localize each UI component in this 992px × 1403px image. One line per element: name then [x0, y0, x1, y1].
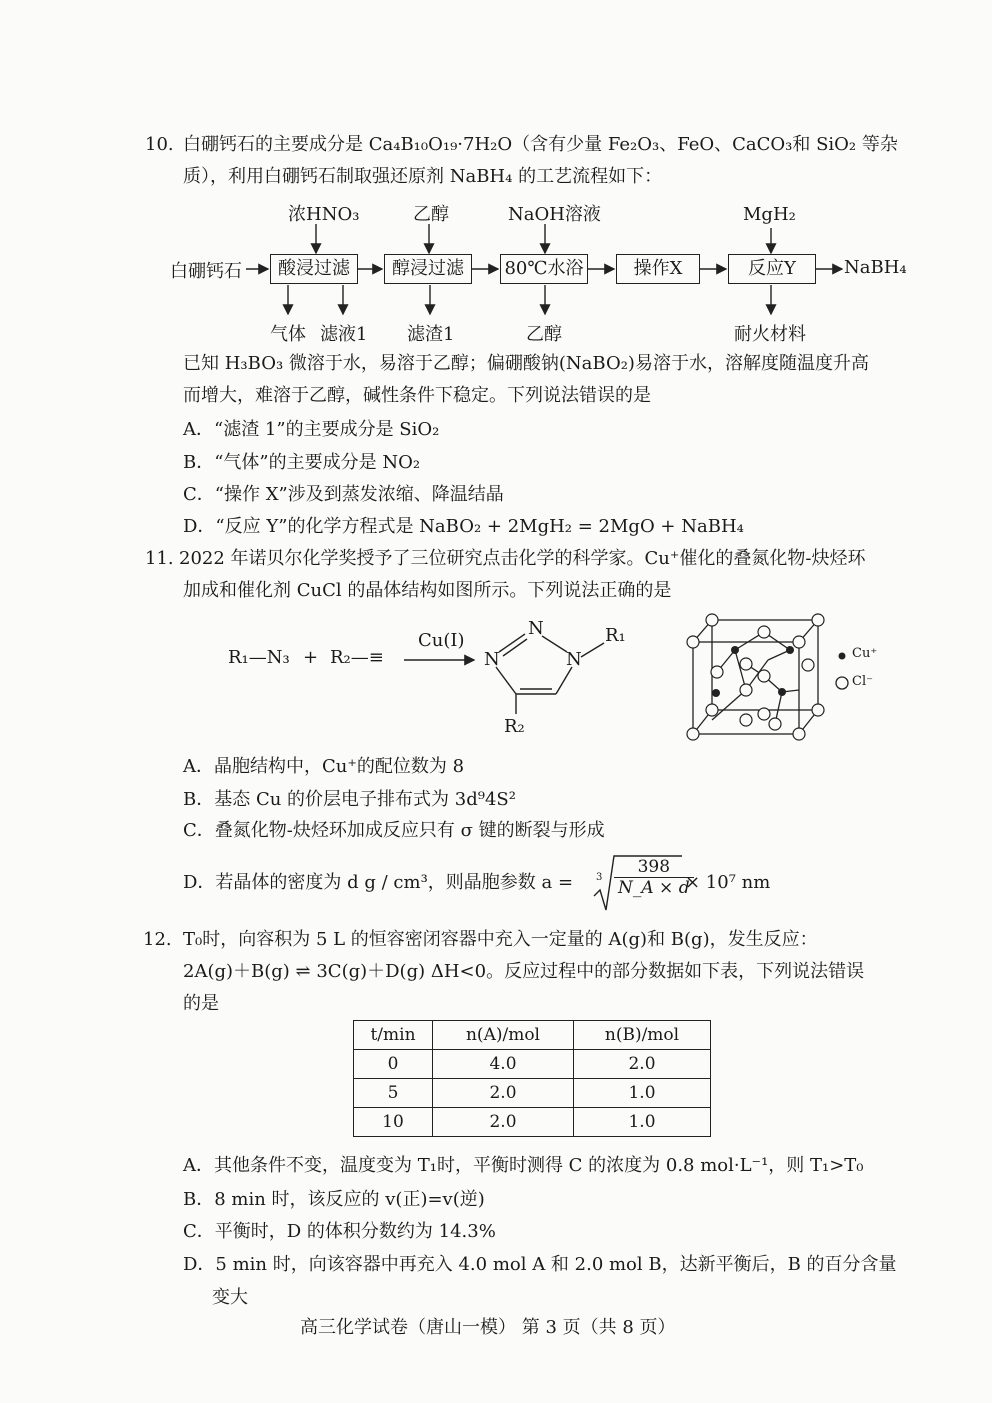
q10-stem-line2: 质），利用白硼钙石制取强还原剂 NaBH₄ 的工艺流程如下： [183, 166, 663, 187]
q10-option-b: B．“气体”的主要成分是 NO₂ [183, 452, 421, 473]
q12-option-a: A．其他条件不变，温度变为 T₁时，平衡时测得 C 的浓度为 0.8 mol·L⁻¹，则 T₁>T₀ [183, 1155, 864, 1176]
flow-box-water-bath: 80℃水浴 [500, 254, 588, 284]
q10-info-line2: 而增大，难溶于乙醇，碱性条件下稳定。下列说法错误的是 [183, 385, 651, 406]
q12-number: 12. [143, 929, 172, 950]
table-header-time: t/min [354, 1021, 433, 1050]
table-cell: 1.0 [574, 1079, 711, 1108]
table-row [354, 1050, 711, 1079]
q10-number: 10. [145, 134, 174, 155]
table-cell: 1.0 [574, 1108, 711, 1137]
triazole-n-right: N [566, 649, 582, 670]
q11-stem-line1: 2022 年诺贝尔化学奖授予了三位研究点击化学的科学家。Cu⁺催化的叠氮化物-炔烃环 [179, 548, 866, 569]
page-footer: 高三化学试卷（唐山一模） 第 3 页（共 8 页） [300, 1317, 676, 1338]
flow-output-residue1: 滤渣1 [407, 324, 455, 345]
table-cell: 4.0 [433, 1050, 574, 1079]
q11-option-a: A．晶胞结构中，Cu⁺的配位数为 8 [183, 756, 465, 777]
legend-cu-label: Cu⁺ [852, 646, 878, 661]
flow-box-acid-leach: 酸浸过滤 [270, 254, 358, 284]
q12-option-c: C．平衡时，D 的体积分数约为 14.3% [183, 1221, 496, 1242]
triazole-r2: R₂ [504, 716, 525, 737]
table-cell: 2.0 [574, 1050, 711, 1079]
table-row [354, 1079, 711, 1108]
flow-box-alcohol-leach: 醇浸过滤 [384, 254, 472, 284]
fraction-numerator: 398 [614, 857, 694, 878]
q11-stem-line2: 加成和催化剂 CuCl 的晶体结构如图所示。下列说法正确的是 [183, 580, 672, 601]
flow-output-ethanol: 乙醇 [526, 324, 562, 345]
table-header-nb: n(B)/mol [574, 1021, 711, 1050]
triazole-r1: R₁ [605, 625, 626, 646]
flow-input-ethanol: 乙醇 [413, 204, 449, 225]
q10-info-line1: 已知 H₃BO₃ 微溶于水，易溶于乙醇；偏硼酸钠(NaBO₂)易溶于水，溶解度随温度升高 [183, 353, 869, 374]
fraction-denominator: N_A × d [618, 878, 690, 898]
flow-output-gas: 气体 [270, 324, 306, 345]
flow-end: NaBH₄ [844, 257, 907, 278]
reaction-data-table [353, 1020, 711, 1137]
flow-box-reaction-y: 反应Y [728, 254, 816, 284]
table-cell: 2.0 [433, 1079, 574, 1108]
density-fraction [614, 857, 694, 898]
flow-input-mgh2: MgH₂ [743, 204, 796, 225]
q12-stem-line1: T₀时，向容积为 5 L 的恒容密闭容器中充入一定量的 A(g)和 B(g)，发生反应： [183, 929, 818, 950]
triazole-n-left: N [484, 649, 500, 670]
table-cell: 5 [354, 1079, 433, 1108]
cube-root-index: 3 [596, 872, 603, 883]
table-cell: 10 [354, 1108, 433, 1137]
legend-cl-label: Cl⁻ [852, 674, 873, 689]
table-cell: 2.0 [433, 1108, 574, 1137]
q11-option-d-text: D．若晶体的密度为 d g / cm³，则晶胞参数 a = [183, 872, 574, 893]
table-row [354, 1108, 711, 1137]
q11-option-d-unit: × 10⁷ nm [685, 872, 771, 893]
q12-option-d-line2: 变大 [212, 1287, 248, 1308]
flow-input-hno3: 浓HNO₃ [288, 204, 360, 225]
flow-box-operation-x: 操作X [616, 254, 700, 284]
q11-number: 11. [145, 548, 174, 569]
flow-output-filtrate1: 滤液1 [320, 324, 368, 345]
table-header-na: n(A)/mol [433, 1021, 574, 1050]
reactant-alkyne: R₂—≡ [330, 647, 384, 668]
table-cell: 0 [354, 1050, 433, 1079]
q12-option-b: B．8 min 时，该反应的 v(正)=v(逆) [183, 1189, 485, 1210]
q11-option-b: B．基态 Cu 的价层电子排布式为 3d⁹4S² [183, 789, 516, 810]
q12-option-d-line1: D．5 min 时，向该容器中再充入 4.0 mol A 和 2.0 mol B，达新平衡后，B 的百分含量 [183, 1254, 897, 1275]
flow-input-naoh: NaOH溶液 [508, 204, 601, 225]
catalyst-label: Cu(I) [418, 630, 465, 651]
q10-option-d: D．“反应 Y”的化学方程式是 NaBO₂ + 2MgH₂ = 2MgO + NaBH₄ [183, 516, 744, 537]
q10-option-a: A．“滤渣 1”的主要成分是 SiO₂ [183, 419, 440, 440]
triazole-n-top: N [528, 618, 544, 639]
q12-stem-line2: 2A(g)＋B(g) ⇌ 3C(g)＋D(g) ΔH<0。反应过程中的部分数据如下表，下列说法错误 [183, 961, 865, 982]
reactant-azide: R₁—N₃ [228, 647, 290, 668]
q10-stem-line1: 白硼钙石的主要成分是 Ca₄B₁₀O₁₉·7H₂O（含有少量 Fe₂O₃、FeO、CaCO₃和 SiO₂ 等杂 [183, 134, 898, 155]
q12-stem-line3: 的是 [183, 993, 219, 1014]
reaction-plus: + [303, 647, 319, 668]
flow-output-refractory: 耐火材料 [734, 324, 806, 345]
q10-option-c: C．“操作 X”涉及到蒸发浓缩、降温结晶 [183, 484, 504, 505]
q11-option-c: C．叠氮化物-炔烃环加成反应只有 σ 键的断裂与形成 [183, 820, 605, 841]
flow-start: 白硼钙石 [170, 261, 242, 282]
